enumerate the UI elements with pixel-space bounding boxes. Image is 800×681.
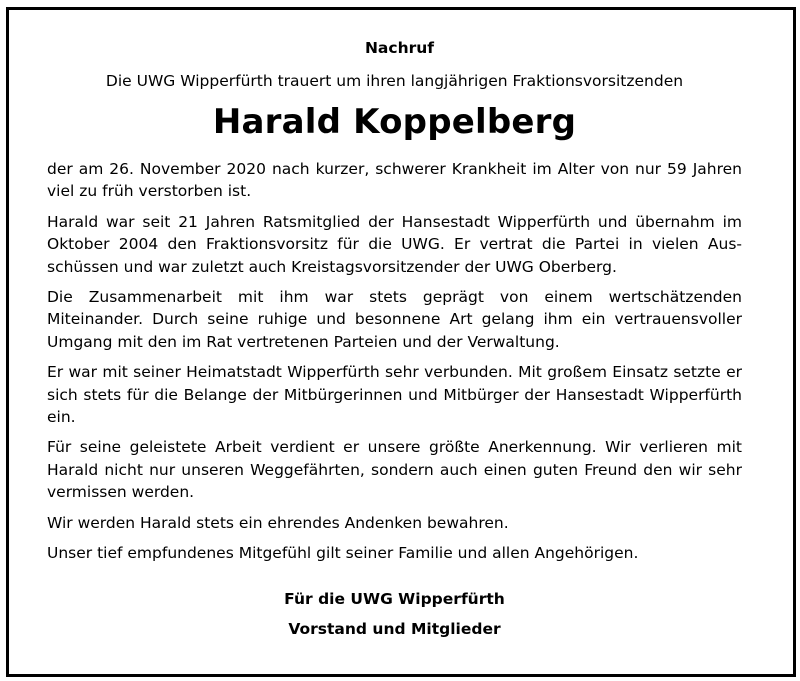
signature-group: Vorstand und Mitglieder — [288, 619, 501, 638]
body-paragraph: Die Zusammenarbeit mit ihm war stets geprägt von einem wertschätzenden Miteinander. Durch seine ruhige und besonnene Art gelang ihm ein vertrauensvoller Umgang mit den im Rat vertretenen Parteien und der Verwaltung. — [47, 288, 742, 351]
body-paragraph: Er war mit seiner Heimatstadt Wipperfürth sehr verbunden. Mit großem Einsatz setzte er sich stets für die Belange der Mitbürgerinnen und Mitbürger der Hansestadt Wipperfürth ein. — [47, 363, 742, 427]
body-paragraph: Unser tief empfundenes Mitgefühl gilt seiner Familie und allen Angehörigen. — [47, 544, 639, 563]
obituary-content — [47, 32, 742, 640]
body-paragraph: Harald war seit 21 Jahren Ratsmitglied der Hansestadt Wipperfürth und übernahm im Oktober 2004 den Fraktionsvorsitz für die UWG. Er vertrat die Partei in vielen Ausschüssen und war zuletzt auch Kreistagsvorsitzender der UWG Oberberg. — [47, 212, 742, 276]
body-paragraph: Für seine geleistete Arbeit verdient er unsere größte Anerkennung. Wir verlieren mit Harald nicht nur unseren Weggefährten, sondern auch einen guten Freund den wir sehr vermissen werden. — [47, 438, 742, 502]
obituary-intro: Die UWG Wipperfürth trauert um ihren langjährigen Fraktionsvorsitzenden — [105, 72, 684, 90]
obituary-heading: Nachruf — [364, 39, 435, 57]
signature-organization: Für die UWG Wipperfürth — [284, 589, 505, 608]
obituary-body — [47, 158, 742, 565]
body-paragraph: Wir werden Harald stets ein ehrendes Andenken bewahren. — [47, 513, 509, 532]
body-paragraph: der am 26. November 2020 nach kurzer, schwerer Krankheit im Alter von nur 59 Jahren viel zu früh verstorben ist. — [47, 160, 742, 201]
deceased-name: Harald Koppelberg — [212, 102, 577, 142]
